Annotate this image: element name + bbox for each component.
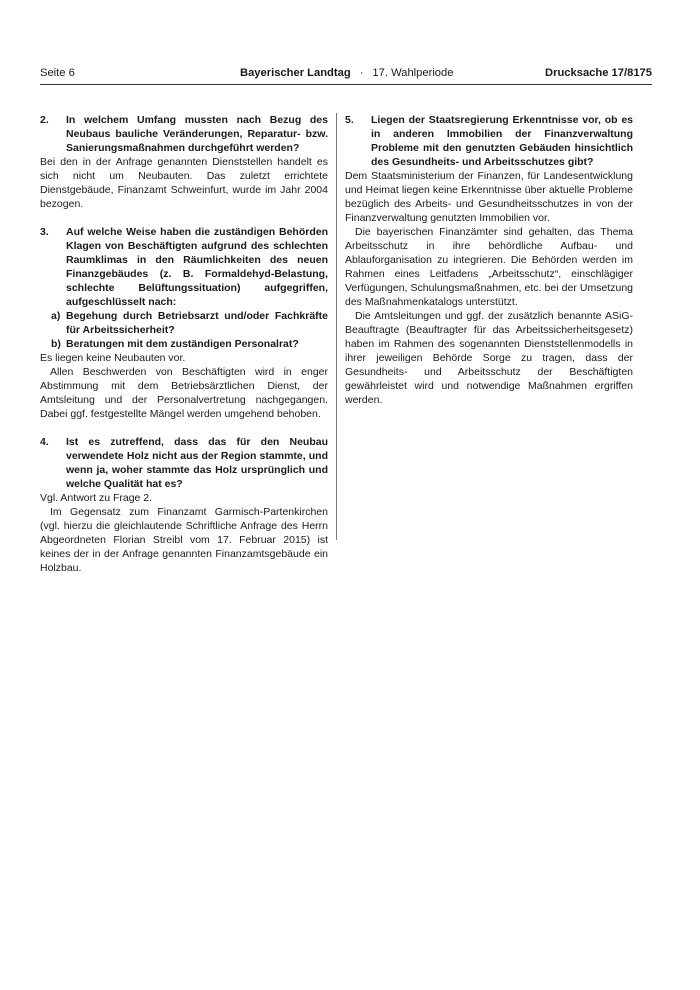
sub-question-a: [40, 309, 328, 337]
sub-question-label: b): [51, 338, 61, 350]
legislative-period: 17. Wahlperiode: [372, 67, 454, 79]
header-rule: [40, 84, 652, 85]
question-4: [40, 435, 328, 491]
left-column: [40, 113, 328, 575]
answer-text: Bei den in der Anfrage genannten Dienststellen handelt es sich nicht um Neubauten. Das zuletzt errichtete Dienstgebäude, Finanzamt Schweinfurt, wurde im Jahr 2004 bezogen.: [40, 156, 328, 210]
answer-text: Es liegen keine Neubauten vor.: [40, 352, 186, 364]
question-5: [345, 113, 633, 169]
question-number: 4.: [40, 436, 49, 448]
question-text: Ist es zutreffend, dass das für den Neubau verwendete Holz nicht aus der Region stammte, und wenn ja, woher stammte das Holz ursprünglich und welche Qualität hat es?: [66, 436, 328, 490]
question-text: Liegen der Staatsregierung Erkenntnisse vor, ob es in anderen Immobilien der Finanzverwaltung Probleme mit den genutzten Gebäuden hinsichtlich des Gesundheits- und Arbeitsschutzes gibt?: [371, 114, 633, 168]
question-number: 2.: [40, 114, 49, 126]
answer-text: Dem Staatsministerium der Finanzen, für Landesentwicklung und Heimat liegen keine Erkenntnisse über aktuelle Probleme bezüglich des Arbeits- und Gesundheitsschutzes in von der Finanzverwaltung genutzten Immobilien vor.: [345, 170, 633, 224]
header-center: [240, 66, 453, 80]
right-column: [345, 113, 633, 407]
answer-text: Allen Beschwerden von Beschäftigten wird in enger Abstimmung mit dem Betriebsärztlichen Dienst, der Amtsleitung und der Personalvertretung nachgegangen. Dabei ggf. festgestellte Mängel werden umgehend behoben.: [40, 366, 328, 420]
question-number: 3.: [40, 226, 49, 238]
document-number: Drucksache 17/8175: [545, 67, 652, 79]
answer-text: Im Gegensatz zum Finanzamt Garmisch-Partenkirchen (vgl. hierzu die gleichlautende Schriftliche Anfrage des Herrn Abgeordneten Florian Streibl vom 17. Februar 2015) ist keines der in der Anfrage genannten Finanzamtsgebäude ein Holzbau.: [40, 506, 328, 574]
sub-question-text: Beratungen mit dem zuständigen Personalrat?: [66, 338, 299, 350]
question-number: 5.: [345, 114, 354, 126]
header-separator: ·: [359, 67, 364, 79]
column-divider: [336, 113, 337, 540]
sub-question-label: a): [51, 310, 61, 322]
question-3: [40, 225, 328, 309]
question-2: [40, 113, 328, 155]
sub-question-b: [40, 337, 328, 351]
answer-text: Vgl. Antwort zu Frage 2.: [40, 492, 153, 504]
answer-text: Die Amtsleitungen und ggf. der zusätzlich benannte ASiG-Beauftragte (Beauftragter für das Arbeitssicherheitsgesetz) haben im Rahmen des sogenannten Dienststellenmodells in ihrer jeweiligen Behörde Sorge zu tragen, dass der Gesundheits- und Arbeitsschutz der Beschäftigten gewährleistet wird und notwendige Maßnahmen ergriffen werden.: [345, 310, 633, 406]
publisher-name: Bayerischer Landtag: [240, 67, 351, 79]
question-text: In welchem Umfang mussten nach Bezug des Neubaus bauliche Veränderungen, Reparatur- bzw. Sanierungsmaßnahmen durchgeführt werden?: [66, 114, 328, 154]
page-header: [40, 66, 652, 80]
sub-question-text: Begehung durch Betriebsarzt und/oder Fachkräfte für Arbeitssicherheit?: [66, 310, 328, 336]
answer-text: Die bayerischen Finanzämter sind gehalten, das Thema Arbeitsschutz in ihre behördliche Aufbau- und Ablauforganisation zu integrieren. Die Behörden werden im Rahmen eines Leitfadens „Arbeitsschutz“, einschlägiger Verfügungen, Schulungsmaßnahmen, etc. bei der Umsetzung des Maßnahmenkatalogs unterstützt.: [345, 226, 633, 308]
page-number: Seite 6: [40, 67, 75, 79]
question-text: Auf welche Weise haben die zuständigen Behörden Klagen von Beschäftigten aufgrund des schlechten Raumklimas in den Räumlichkeiten des neuen Finanzgebäudes (z. B. Formaldehyd-Belastung, schlechte Belüftungssituation) aufgegriffen, aufgeschlüsselt nach:: [66, 226, 328, 308]
